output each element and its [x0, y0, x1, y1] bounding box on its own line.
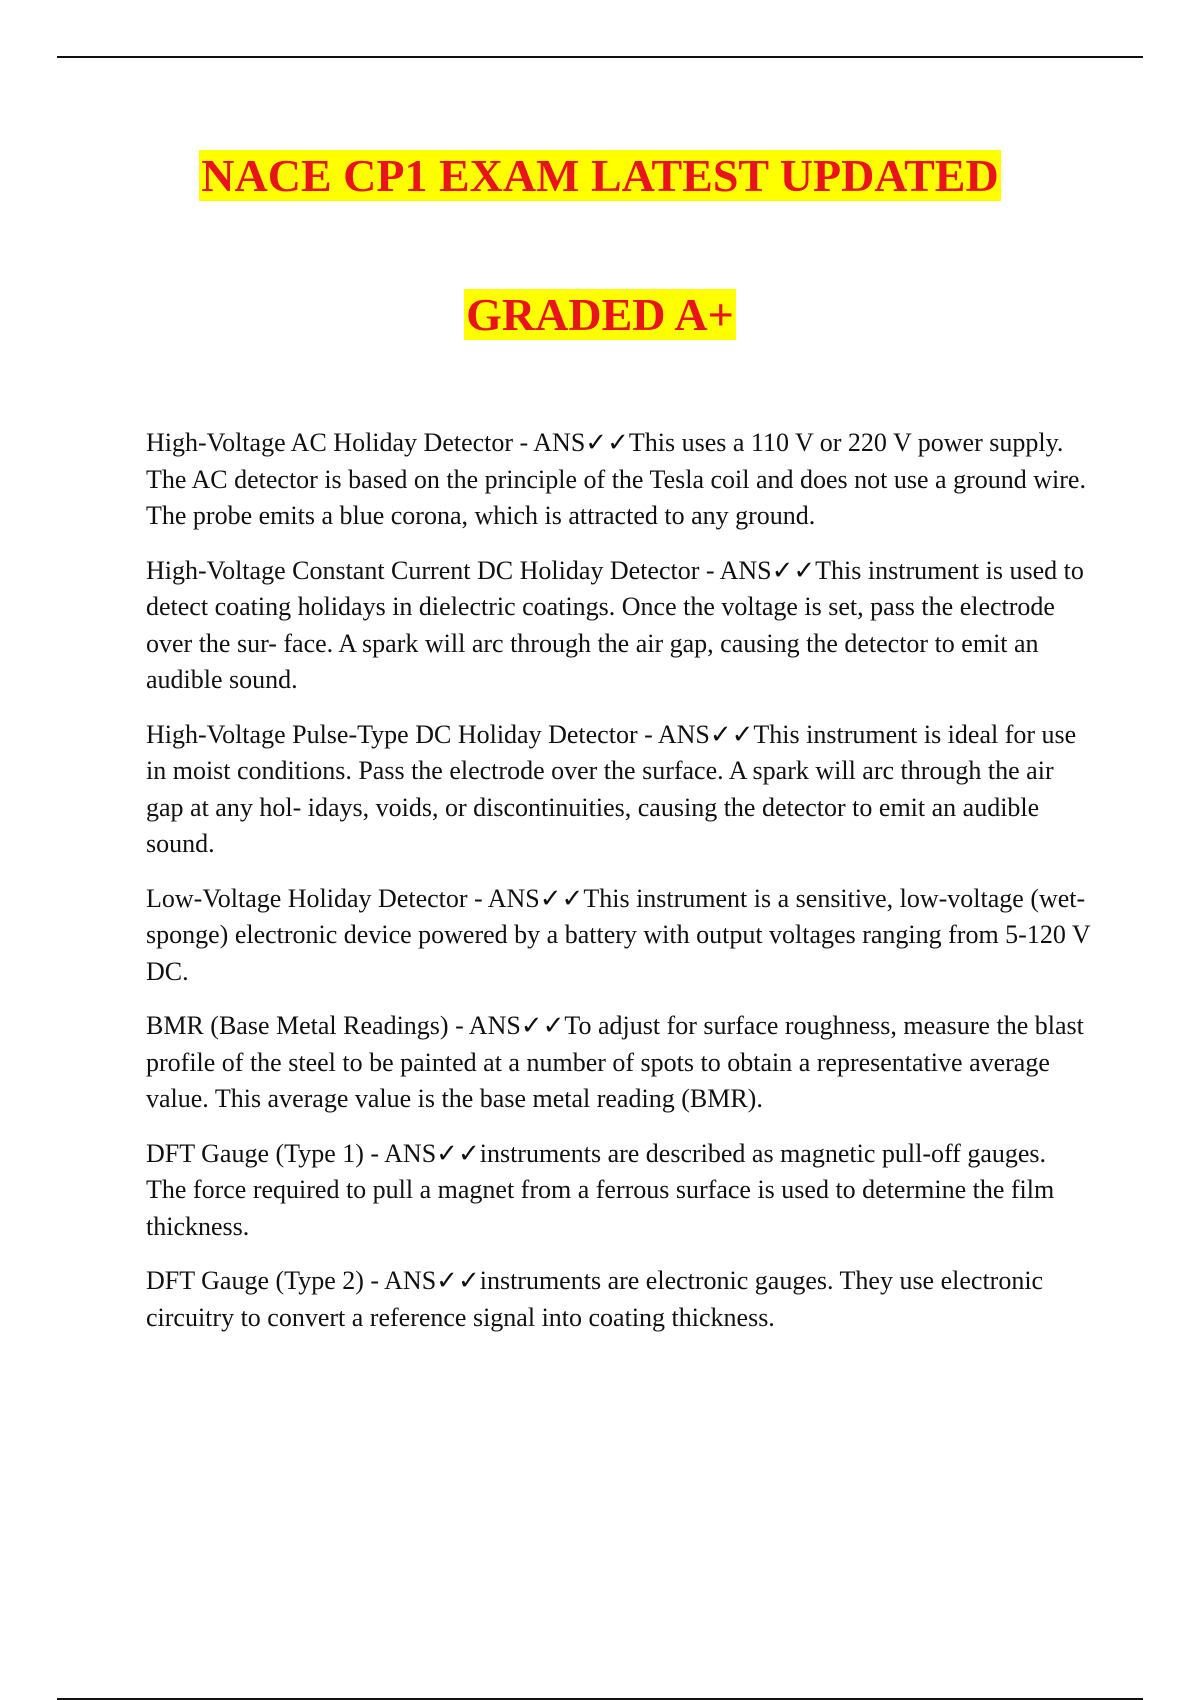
header-rule — [57, 56, 1143, 58]
question-answer-list — [146, 425, 1091, 1354]
document-title-line-2 — [0, 285, 1200, 345]
document-title-line-1 — [0, 146, 1200, 206]
title-highlight: NACE CP1 EXAM LATEST UPDATED — [201, 150, 999, 201]
qa-entry-dft-gauge-type-1: DFT Gauge (Type 1) - ANS✓✓instruments are described as magnetic pull-off gauges. The force required to pull a magnet from a ferrous surface is used to determine the film thickness. — [146, 1138, 1055, 1241]
qa-entry-constant-current-dc-detector: High-Voltage Constant Current DC Holiday Detector - ANS✓✓This instrument is used to detect coating holidays in dielectric coatings. Once the voltage is set, pass the electrode over the sur- face. A spark will arc through the air gap, causing the detector to emit an audible sound. — [146, 555, 1084, 694]
qa-entry-low-voltage-detector: Low-Voltage Holiday Detector - ANS✓✓This instrument is a sensitive, low-voltage (wet-sponge) electronic device powered by a battery with output voltages ranging from 5-120 V DC. — [146, 883, 1091, 986]
qa-entry-dft-gauge-type-2: DFT Gauge (Type 2) - ANS✓✓instruments are electronic gauges. They use electronic circuitry to convert a reference signal into coating thickness. — [146, 1266, 1044, 1332]
qa-entry-ac-holiday-detector: High-Voltage AC Holiday Detector - ANS✓✓This uses a 110 V or 220 V power supply. The AC detector is based on the principle of the Tesla coil and does not use a ground wire. The probe emits a blue corona, which is attracted to any ground. — [146, 428, 1086, 530]
title-highlight: GRADED A+ — [466, 289, 734, 340]
qa-entry-bmr: BMR (Base Metal Readings) - ANS✓✓To adjust for surface roughness, measure the blast profile of the steel to be painted at a number of spots to obtain a representative average value. This average value is the base metal reading (BMR). — [146, 1011, 1084, 1113]
qa-entry-pulse-type-dc-detector: High-Voltage Pulse-Type DC Holiday Detector - ANS✓✓This instrument is ideal for use in moist conditions. Pass the electrode over the surface. A spark will arc through the air gap at any hol- idays, voids, or discontinuities, causing the detector to emit an audible sound. — [146, 719, 1077, 858]
